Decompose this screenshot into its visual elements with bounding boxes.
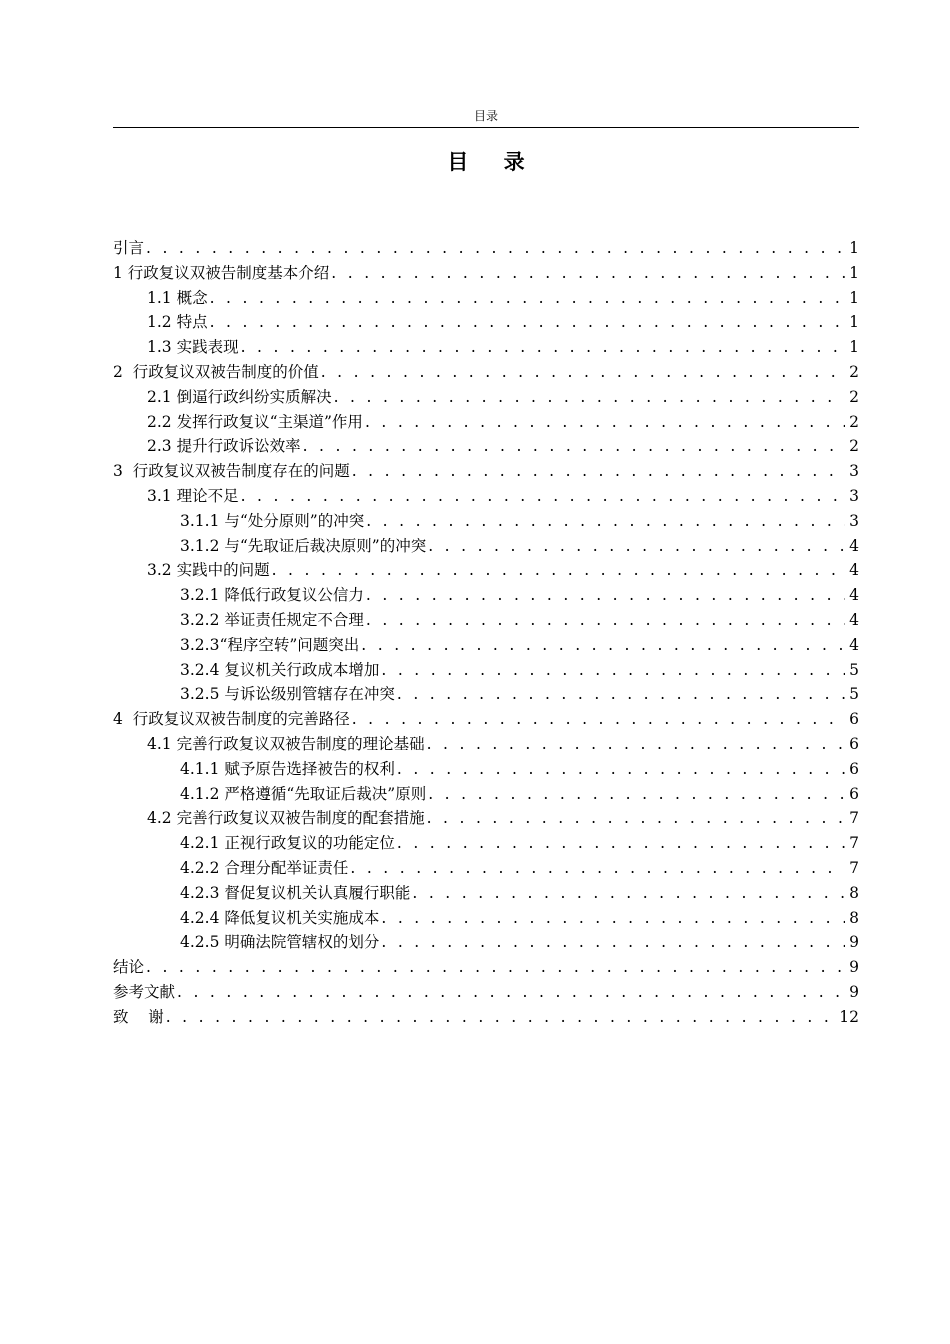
dot-leader	[361, 633, 845, 658]
toc-entry-page-number: 6	[849, 734, 859, 753]
toc-entry-page-number: 7	[849, 809, 859, 828]
toc-entry[interactable]	[113, 633, 859, 658]
toc-entry[interactable]	[113, 831, 859, 856]
page-title: 目 录	[447, 150, 539, 174]
toc-entry-page-number: 2	[849, 412, 859, 431]
dot-leader	[397, 831, 845, 856]
toc-entry-page-number: 7	[849, 834, 859, 853]
toc-entry-page-number: 4	[849, 586, 859, 605]
toc-entry-page-number: 6	[849, 710, 859, 729]
toc-entry[interactable]	[113, 930, 859, 955]
toc-entry-label: 2.3 提升行政诉讼效率	[147, 437, 301, 456]
toc-entry[interactable]	[113, 434, 859, 459]
toc-entry[interactable]	[113, 1005, 859, 1030]
toc-entry-label: 4.2.2 合理分配举证责任	[180, 858, 349, 877]
dot-leader	[397, 682, 845, 707]
dot-leader	[334, 385, 845, 410]
dot-leader	[241, 484, 845, 509]
dot-leader	[321, 360, 845, 385]
toc-entry-label: 1 行政复议双被告制度基本介绍	[113, 263, 330, 282]
toc-entry-label: 参考文献	[113, 982, 176, 1001]
toc-entry-label: 4.1.1 赋予原告选择被告的权利	[180, 759, 395, 778]
dot-leader	[381, 930, 845, 955]
toc-entry-label: 2 行政复议双被告制度的价值	[113, 362, 319, 381]
toc-entry[interactable]	[113, 806, 859, 831]
toc-entry[interactable]	[113, 757, 859, 782]
toc-entry-label: 4.1 完善行政复议双被告制度的理论基础	[147, 734, 425, 753]
toc-entry[interactable]	[113, 583, 859, 608]
toc-entry-label: 4 行政复议双被告制度的完善路径	[113, 710, 350, 729]
toc-entry-page-number: 3	[849, 511, 859, 530]
toc-entry[interactable]	[113, 682, 859, 707]
running-header: 目录	[473, 109, 498, 123]
dot-leader	[331, 261, 845, 286]
header-rule	[113, 127, 859, 128]
toc-entry[interactable]	[113, 385, 859, 410]
toc-entry[interactable]	[113, 881, 859, 906]
toc-entry-page-number: 2	[849, 437, 859, 456]
toc-entry-page-number: 3	[849, 462, 859, 481]
toc-entry-page-number: 8	[849, 883, 859, 902]
toc-entry-label: 3.2.5 与诉讼级别管辖存在冲突	[180, 685, 395, 704]
dot-leader	[427, 806, 845, 831]
dot-leader	[303, 434, 845, 459]
toc-entry-page-number: 4	[849, 635, 859, 654]
toc-entry-page-number: 4	[849, 561, 859, 580]
toc-entry-page-number: 1	[849, 263, 859, 282]
toc-entry-label: 3.1.1 与“处分原则”的冲突	[180, 511, 365, 530]
toc-entry-page-number: 4	[849, 610, 859, 629]
dot-leader	[350, 856, 845, 881]
toc-entry[interactable]	[113, 558, 859, 583]
toc-entry-page-number: 2	[849, 362, 859, 381]
toc-entry[interactable]	[113, 782, 859, 807]
toc-entry[interactable]	[113, 509, 859, 534]
toc-entry-label: 1.3 实践表现	[147, 338, 239, 357]
toc-entry-page-number: 9	[849, 933, 859, 952]
toc-entry-page-number: 1	[849, 313, 859, 332]
toc-entry-label: 3.2.3“程序空转”问题突出	[180, 635, 360, 654]
toc-entry-label: 3.2.2 举证责任规定不合理	[180, 610, 364, 629]
dot-leader	[381, 658, 845, 683]
dot-leader	[381, 906, 845, 931]
toc-entry-label: 结论	[113, 958, 145, 977]
toc-entry-label: 3.1 理论不足	[147, 486, 239, 505]
toc-entry-label: 致 谢	[113, 1007, 164, 1026]
toc-entry[interactable]	[113, 459, 859, 484]
toc-entry[interactable]	[113, 335, 859, 360]
toc-entry[interactable]	[113, 310, 859, 335]
toc-entry[interactable]	[113, 732, 859, 757]
toc-entry[interactable]	[113, 236, 859, 261]
dot-leader	[166, 1005, 836, 1030]
toc-entry-label: 3.2 实践中的问题	[147, 561, 270, 580]
toc-entry-page-number: 3	[849, 486, 859, 505]
toc-entry-page-number: 7	[849, 858, 859, 877]
toc-entry-page-number: 5	[849, 660, 859, 679]
toc-entry[interactable]	[113, 534, 859, 559]
toc-entry[interactable]	[113, 261, 859, 286]
toc-entry-label: 4.2.4 降低复议机关实施成本	[180, 908, 380, 927]
toc-entry-page-number: 8	[849, 908, 859, 927]
toc-entry[interactable]	[113, 955, 859, 980]
toc-entry-label: 1.1 概念	[147, 288, 208, 307]
dot-leader	[366, 509, 845, 534]
dot-leader	[241, 335, 845, 360]
toc-entry-page-number: 9	[849, 958, 859, 977]
table-of-contents	[113, 236, 859, 1030]
toc-entry[interactable]	[113, 608, 859, 633]
toc-entry-label: 3.1.2 与“先取证后裁决原则”的冲突	[180, 536, 427, 555]
toc-entry-page-number: 12	[839, 1007, 859, 1026]
toc-entry-label: 1.2 特点	[147, 313, 208, 332]
toc-entry-label: 4.2.1 正视行政复议的功能定位	[180, 834, 395, 853]
dot-leader	[412, 881, 845, 906]
dot-leader	[428, 782, 845, 807]
dot-leader	[397, 757, 845, 782]
dot-leader	[272, 558, 845, 583]
toc-entry-label: 3.2.4 复议机关行政成本增加	[180, 660, 380, 679]
toc-entry-label: 3 行政复议双被告制度存在的问题	[113, 462, 350, 481]
toc-entry[interactable]	[113, 980, 859, 1005]
toc-entry[interactable]	[113, 410, 859, 435]
toc-entry[interactable]	[113, 856, 859, 881]
toc-entry-page-number: 4	[849, 536, 859, 555]
toc-entry-page-number: 9	[849, 982, 859, 1001]
toc-entry-page-number: 6	[849, 784, 859, 803]
toc-entry-label: 引言	[113, 239, 145, 257]
dot-leader	[146, 955, 845, 980]
toc-entry-label: 2.1 倒逼行政纠纷实质解决	[147, 387, 332, 406]
dot-leader	[177, 980, 845, 1005]
toc-entry[interactable]	[113, 484, 859, 509]
toc-entry-page-number: 2	[849, 387, 859, 406]
toc-entry[interactable]	[113, 906, 859, 931]
toc-entry-label: 4.2.5 明确法院管辖权的划分	[180, 933, 380, 952]
dot-leader	[146, 236, 845, 261]
toc-entry-label: 2.2 发挥行政复议“主渠道”作用	[147, 412, 363, 431]
dot-leader	[210, 310, 845, 335]
toc-entry-label: 4.1.2 严格遵循“先取证后裁决”原则	[180, 784, 427, 803]
toc-entry-page-number: 5	[849, 685, 859, 704]
dot-leader	[352, 707, 845, 732]
dot-leader	[428, 534, 845, 559]
dot-leader	[427, 732, 845, 757]
toc-entry[interactable]	[113, 286, 859, 311]
dot-leader	[366, 583, 845, 608]
toc-entry-label: 4.2.3 督促复议机关认真履行职能	[180, 883, 411, 902]
dot-leader	[352, 459, 845, 484]
toc-entry-page-number: 6	[849, 759, 859, 778]
toc-entry[interactable]	[113, 658, 859, 683]
toc-entry-label: 4.2 完善行政复议双被告制度的配套措施	[147, 809, 425, 828]
dot-leader	[366, 608, 845, 633]
toc-entry-page-number: 1	[849, 239, 859, 257]
toc-entry-label: 3.2.1 降低行政复议公信力	[180, 586, 364, 605]
toc-entry-page-number: 1	[849, 338, 859, 357]
dot-leader	[210, 286, 845, 311]
toc-entry-page-number: 1	[849, 288, 859, 307]
dot-leader	[365, 410, 845, 435]
toc-entry[interactable]	[113, 360, 859, 385]
toc-entry[interactable]	[113, 707, 859, 732]
